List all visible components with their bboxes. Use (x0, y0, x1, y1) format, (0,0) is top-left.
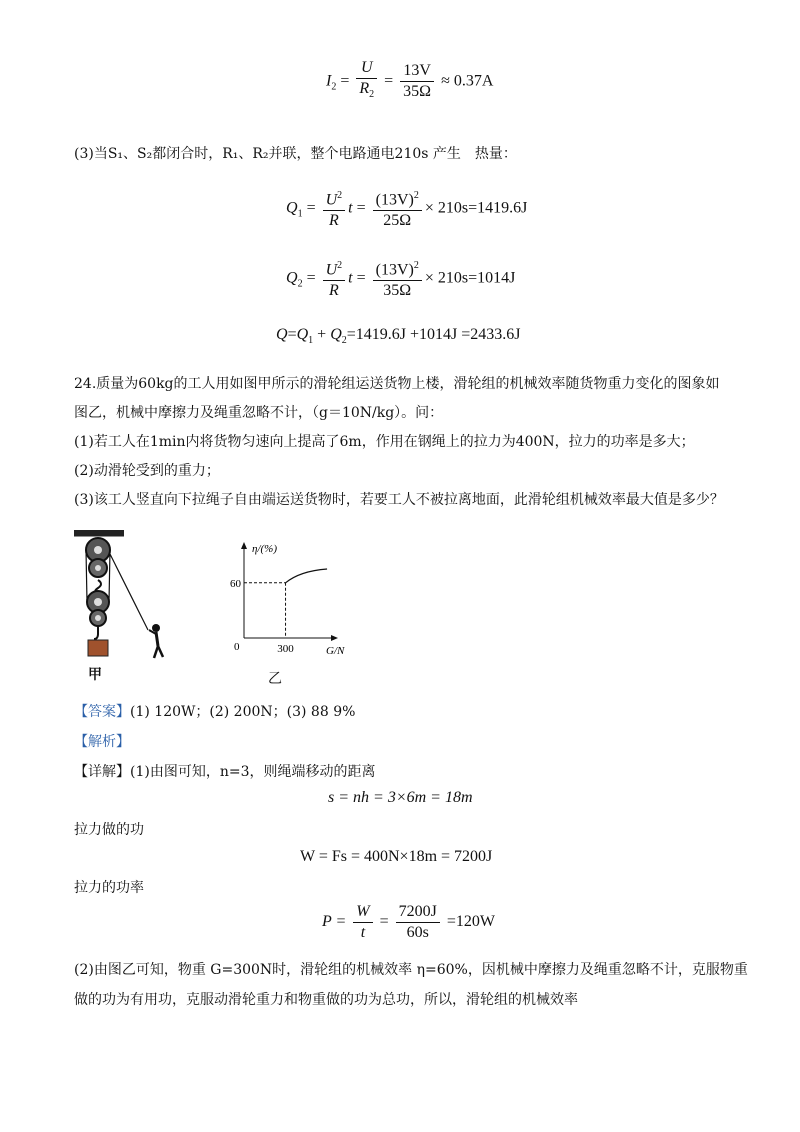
problem-question-2: (2)动滑轮受到的重力； (74, 463, 220, 479)
pulley-system-figure (70, 524, 180, 664)
answer-text: (1) 120W；(2) 200N；(3) 88 9% (130, 704, 356, 720)
answer-line (74, 702, 355, 722)
ceiling-beam (74, 530, 124, 536)
cargo-box (88, 640, 108, 656)
power-label: 拉力的功率 (74, 880, 144, 896)
part3-intro: (3)当S₁、S₂都闭合时，R₁、R₂并联，整个电路通电210s 产生 热量： (74, 146, 517, 162)
analysis-tag: 【解析】 (74, 734, 130, 750)
chart-y-label: η/(%) (252, 543, 278, 555)
chart-y-tick: 60 (230, 577, 241, 590)
problem-line-2: 图乙，机械中摩擦力及绳重忽略不计，（g＝10N/kg）。问： (74, 405, 444, 421)
problem-line-1: 24.质量为60kg的工人用如图甲所示的滑轮组运送货物上楼，滑轮组的机械效率随货物重力变化的图象如 (74, 376, 720, 392)
chart-axes (241, 542, 338, 641)
chart-origin-label: 0 (234, 641, 240, 653)
equation-p: P = $\frac{W}{t}$ = $\frac{7200J}{60s}$ =120W (322, 903, 495, 941)
figure-yi-label: 乙 (268, 671, 282, 687)
chart-efficiency-curve (286, 569, 328, 583)
chart-x-tick: 300 (277, 643, 294, 655)
detail-tag: 【详解】 (74, 764, 130, 780)
detail-line (74, 762, 376, 782)
equation-q1: $Q_1$ = $\frac{U^2}{R}$ t = $\frac{(13V)^2}{25\Omega}$ × 210s=1419.6J (286, 186, 527, 231)
problem-question-3: (3)该工人竖直向下拉绳子自由端运送货物时，若要工人不被拉离地面，此滑轮组机械效率最大值是多少？ (74, 492, 724, 508)
equation-i2: $I_2$ = $\frac{U}{R_2}$ = $\frac{13V}{35\Omega}$ ≈ 0.37A (326, 59, 494, 101)
equation-w: W = Fs = 400N×18m = 7200J (300, 848, 493, 865)
answer-tag: 【答案】 (74, 704, 130, 720)
problem-question-1: (1)若工人在1min内将货物匀速向上提高了6m，作用在钢绳上的拉力为400N，拉力的功率是多大； (74, 434, 695, 450)
equation-q-total: $Q=Q_1 + Q_2=1419.6J +1014J =2433.6J$ (276, 326, 521, 347)
efficiency-chart (222, 536, 352, 664)
part2-line-1: (2)由图乙可知，物重 G=300N时，滑轮组的机械效率 η=60%，因机械中摩擦力及绳重忽略不计，克服物重 (74, 962, 748, 978)
work-label: 拉力做的功 (74, 822, 144, 838)
worker-figure (149, 624, 163, 658)
equation-s: s = nh = 3×6m = 18m (328, 789, 473, 806)
free-rope-end (110, 554, 148, 630)
part2-line-2: 做的功为有用功，克服动滑轮重力和物重做的功为总功，所以，滑轮组的机械效率 (74, 992, 578, 1008)
equation-q2: $Q_2$ = $\frac{U^2}{R}$ t = $\frac{(13V)^2}{35\Omega}$ × 210s=1014J (286, 256, 515, 301)
detail-text: (1)由图可知，n=3，则绳端移动的距离 (130, 764, 376, 780)
figure-jia-label: 甲 (88, 667, 102, 683)
chart-x-label: G/N (326, 645, 345, 657)
